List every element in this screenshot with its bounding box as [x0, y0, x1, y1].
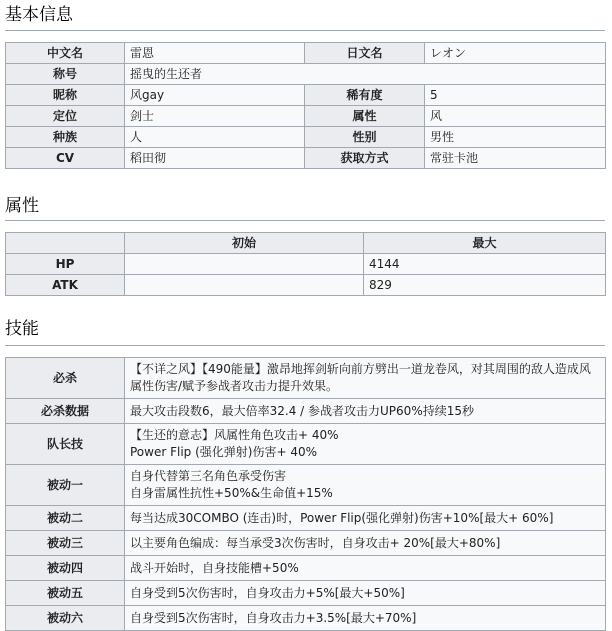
leader-line-1: 【生还的意志】风属性角色攻击+ 40%	[130, 428, 339, 442]
basic-info-table	[5, 42, 606, 169]
atk-label: ATK	[6, 275, 125, 296]
section-title-attributes: 属性	[5, 196, 39, 216]
element-value: 风	[425, 106, 606, 127]
hp-max: 4144	[364, 254, 606, 275]
rarity-label: 稀有度	[305, 85, 425, 106]
japanese-name-value: レオン	[425, 43, 606, 64]
table-row	[6, 254, 606, 275]
passive-4-text: 战斗开始时，自身技能槽+50%	[125, 556, 606, 581]
ult-text: 【不详之风】【490能量】激昂地挥剑斩向前方劈出一道龙卷风，对其周围的敌人造成风属性伤害/赋予参战者攻击力提升效果。	[125, 358, 606, 399]
passive-1-text	[125, 465, 606, 506]
col-max-header: 最大	[364, 233, 606, 254]
element-label: 属性	[305, 106, 425, 127]
gender-label: 性别	[305, 127, 425, 148]
table-row	[6, 556, 606, 581]
table-row	[6, 64, 606, 85]
passive-1-line-2: 自身雷属性抗性+50%&生命值+15%	[130, 486, 333, 500]
table-row	[6, 581, 606, 606]
passive-5-label: 被动五	[6, 581, 125, 606]
atk-max: 829	[364, 275, 606, 296]
gender-value: 男性	[425, 127, 606, 148]
section-divider	[5, 30, 605, 31]
passive-6-text: 自身受到5次伤害时，自身攻击力+3.5%[最大+70%]	[125, 606, 606, 631]
table-row	[6, 127, 606, 148]
attributes-table	[5, 232, 606, 296]
passive-3-text: 以主要角色编成：每当承受3次伤害时，自身攻击+ 20%[最大+80%]	[125, 531, 606, 556]
table-row	[6, 424, 606, 465]
passive-1-label: 被动一	[6, 465, 125, 506]
rarity-value: 5	[425, 85, 606, 106]
table-row	[6, 275, 606, 296]
table-row	[6, 358, 606, 399]
passive-1-line-1: 自身代替第三名角色承受伤害	[130, 469, 287, 483]
section-title-skills: 技能	[5, 319, 39, 339]
table-row	[6, 148, 606, 169]
ult-label: 必杀	[6, 358, 125, 399]
table-row	[6, 606, 606, 631]
table-row	[6, 465, 606, 506]
col-initial-header: 初始	[125, 233, 364, 254]
passive-5-text: 自身受到5次伤害时，自身攻击力+5%[最大+50%]	[125, 581, 606, 606]
cv-label: CV	[6, 148, 125, 169]
attr-corner-cell	[6, 233, 125, 254]
section-title-basic: 基本信息	[5, 5, 73, 25]
table-header-row	[6, 233, 606, 254]
leader-text	[125, 424, 606, 465]
table-row	[6, 531, 606, 556]
section-divider	[5, 220, 605, 221]
cv-value: 稻田彻	[125, 148, 305, 169]
table-row	[6, 106, 606, 127]
passive-3-label: 被动三	[6, 531, 125, 556]
table-row	[6, 506, 606, 531]
nickname-value: 风gay	[125, 85, 305, 106]
chinese-name-label: 中文名	[6, 43, 125, 64]
hp-initial	[125, 254, 364, 275]
passive-6-label: 被动六	[6, 606, 125, 631]
atk-initial	[125, 275, 364, 296]
leader-label: 队长技	[6, 424, 125, 465]
chinese-name-value: 雷恩	[125, 43, 305, 64]
section-divider	[5, 345, 605, 346]
table-row	[6, 399, 606, 424]
race-label: 种族	[6, 127, 125, 148]
obtain-label: 获取方式	[305, 148, 425, 169]
title-label: 称号	[6, 64, 125, 85]
hp-label: HP	[6, 254, 125, 275]
race-value: 人	[125, 127, 305, 148]
leader-line-2: Power Flip (强化弹射)伤害+ 40%	[130, 445, 318, 459]
nickname-label: 昵称	[6, 85, 125, 106]
ult-data-text: 最大攻击段数6，最大倍率32.4 / 参战者攻击力UP60%持续15秒	[125, 399, 606, 424]
skills-table	[5, 357, 606, 631]
position-label: 定位	[6, 106, 125, 127]
passive-4-label: 被动四	[6, 556, 125, 581]
passive-2-label: 被动二	[6, 506, 125, 531]
obtain-value: 常驻卡池	[425, 148, 606, 169]
title-value: 摇曳的生还者	[125, 64, 606, 85]
position-value: 剑士	[125, 106, 305, 127]
table-row	[6, 85, 606, 106]
passive-2-text: 每当达成30COMBO (连击)时，Power Flip(强化弹射)伤害+10%[最大+ 60%]	[125, 506, 606, 531]
japanese-name-label: 日文名	[305, 43, 425, 64]
table-row	[6, 43, 606, 64]
ult-data-label: 必杀数据	[6, 399, 125, 424]
